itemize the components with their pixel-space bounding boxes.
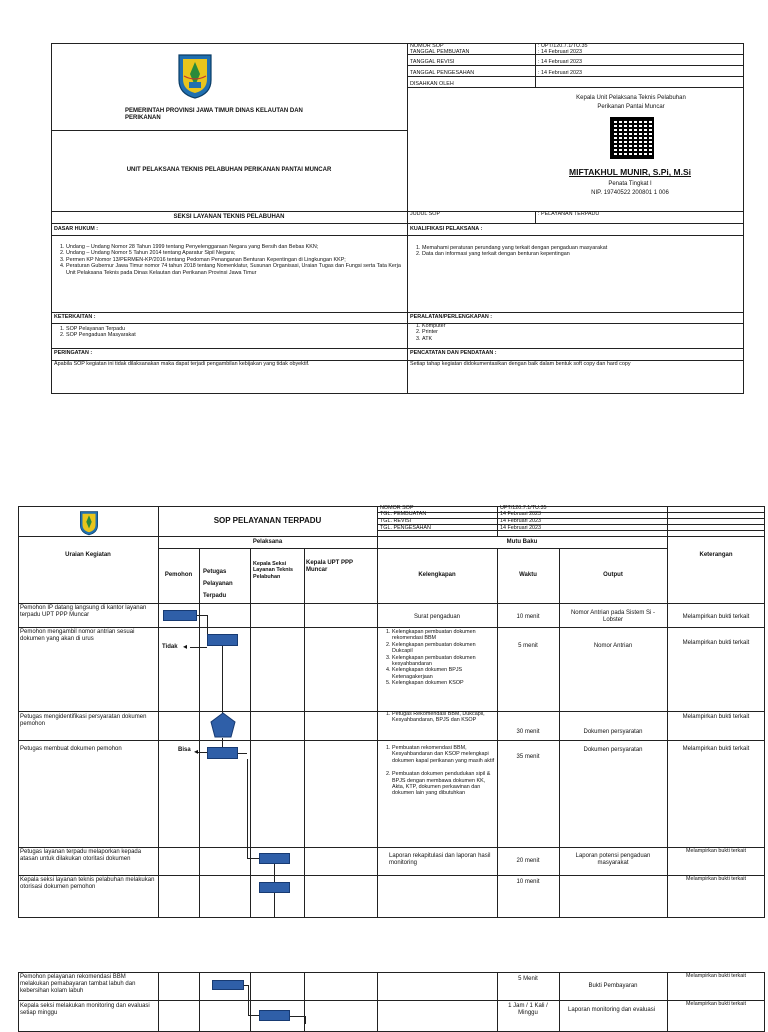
output-cell: Dokumen persyaratan bbox=[583, 747, 643, 753]
list-item: 1. Komputer bbox=[422, 323, 610, 329]
peringatan-label: PERINGATAN : bbox=[54, 350, 93, 356]
meta-label: TGL. PEMBUATAN bbox=[380, 511, 427, 517]
kualifikasi-list bbox=[410, 245, 740, 258]
meta-value: 14 Februari 2023 bbox=[500, 518, 542, 524]
header-kasi: Kepala Seksi Layanan Teknis Pelabuhan bbox=[253, 561, 294, 580]
list-item: 5. Kelengkapan dokumen KSOP bbox=[392, 680, 496, 686]
meta-label: TGL. PENGESAHAN bbox=[380, 525, 431, 531]
flow-label-tidak: Tidak bbox=[162, 644, 178, 650]
keterangan-cell: Melampirkan bukti terkait bbox=[682, 614, 750, 620]
list-item: 1. Pembuatan rekomendasi BBM, Kesyahbandaran dan KSOP melengkapi dokumen kapal perikanan yang masih aktif bbox=[392, 745, 496, 764]
list-item: 2. SOP Pengaduan Masyarakat bbox=[66, 332, 394, 338]
uraian-cell: Kepala seksi melakukan monitoring dan evaluasi setiap minggu bbox=[20, 1003, 150, 1017]
arrow-left-icon: ◂ bbox=[183, 642, 188, 651]
flow-process-box bbox=[207, 747, 238, 759]
uraian-cell: Pemohon mengambil nomor antrian sesuai dokumen yang akan di urus bbox=[20, 629, 135, 643]
section-title: SEKSI LAYANAN TEKNIS PELABUHAN bbox=[173, 214, 285, 220]
waktu-cell: 35 menit bbox=[516, 754, 540, 760]
keterkaitan-label: KETERKAITAN : bbox=[54, 314, 96, 320]
header-output: Output bbox=[603, 572, 623, 578]
header-uraian: Uraian Kegiatan bbox=[65, 552, 111, 558]
kelengkapan-list bbox=[380, 629, 496, 687]
list-item: 1. Undang – Undang Nomor 28 Tahun 1999 tentang Penyelenggaraan Negara yang Bersih dan Bebas KKN; bbox=[66, 244, 404, 250]
keterangan-cell: Melampirkan bukti terkait bbox=[686, 848, 746, 854]
list-item: 2. Data dan informasi yang terkait dengan benturan kepentingan bbox=[422, 251, 740, 257]
kelengkapan-cell: Laporan rekapitulasi dan laporan hasil monitoring bbox=[389, 853, 491, 867]
meta-label: TANGGAL REVISI bbox=[410, 59, 455, 65]
waktu-cell: 5 menit bbox=[518, 643, 538, 649]
keterangan-cell: Melampirkan bukti terkait bbox=[686, 1001, 746, 1007]
output-cell: Bukti Pembayaran bbox=[588, 983, 638, 989]
pencatatan-text: Setiap tahap kegiatan didokumentasikan dengan baik dalam bentuk soft copy dan hard copy bbox=[410, 361, 631, 367]
waktu-cell: 10 menit bbox=[516, 614, 540, 620]
uraian-cell: Petugas membuat dokumen pemohon bbox=[20, 746, 122, 752]
uraian-cell: Pemohon pelayanan rekomendasi BBM melakukan pemabayaran tambat labuh dan kebersihan kolam labuh bbox=[20, 974, 136, 995]
flow-process-box bbox=[212, 980, 244, 990]
list-item: 2. Kelengkapan pembuatan dokumen Dukcapil bbox=[392, 642, 496, 655]
peringatan-text: Apabila SOP kegiatan ini tidak dilaksanakan maka dapat terjadi pengambilan kebijakan yang tidak obyektif. bbox=[54, 361, 310, 367]
list-item: 2. Printer bbox=[422, 329, 610, 335]
list-item: 3. Permen KP Nomor 13/PERMEN-KP/2016 tentang Pedoman Penanganan Benturan Kepentingan di Lingkungan KKP; bbox=[66, 257, 404, 263]
signer-nip: NIP. 19740522 200801 1 006 bbox=[591, 190, 669, 196]
output-cell: Nomor Antrian pada Sistem Si - Lobster bbox=[570, 610, 656, 624]
header-mutu-baku: Mutu Baku bbox=[506, 539, 538, 545]
peralatan-list bbox=[410, 323, 610, 342]
meta-label: TGL. REVISI bbox=[380, 518, 412, 524]
list-item: 4. Peraturan Gubernur Jawa Timur nomor 74 tahun 2018 tentang Nomenklatur, Susunan Organisasi, Uraian Tugas dan Fungsi serta Tata Kerja Unit Pelaksana Teknis pada Dinas Kelautan dan Perikanan Provinsi Jawa Timur bbox=[66, 263, 404, 276]
meta-value: : UPT/120.7.1/TU.35 bbox=[538, 43, 588, 49]
list-item: 2. Pembuatan dokumen pendudukan sipil & BPJS dengan membawa dokumen KK, Akta, KTP, dokumen perkawinan dan dokumen lain yang dibutuhkan bbox=[392, 771, 496, 797]
jatim-emblem-icon bbox=[78, 510, 100, 536]
gov-title: PEMERINTAH PROVINSI JAWA TIMUR DINAS KELAUTAN DAN PERIKANAN bbox=[125, 108, 303, 122]
list-item: 2. Undang – Undang Nomor 5 Tahun 2014 tentang Aparatur Sipil Negara; bbox=[66, 250, 404, 256]
header-kepala-upt: Kepala UPT PPP Muncar bbox=[306, 560, 353, 574]
kelengkapan-list bbox=[380, 711, 496, 724]
kualifikasi-label: KUALIFIKASI PELAKSANA : bbox=[410, 226, 483, 232]
list-item: 1. Kelengkapan pembuatan dokumen rekomendasi BBM bbox=[392, 629, 496, 642]
header-pemohon: Pemohon bbox=[164, 572, 193, 578]
kelengkapan-list bbox=[380, 745, 496, 797]
uraian-cell: Petugas layanan terpadu melaporkan kepada atasan untuk dilakukan otoritasi dokumen bbox=[20, 849, 142, 863]
flow-process-box bbox=[207, 634, 238, 646]
header-petugas: Petugas Pelayanan Terpadu bbox=[203, 569, 233, 599]
peralatan-label: PERALATAN/PERLENGKAPAN : bbox=[410, 314, 493, 320]
output-cell: Laporan potensi pengaduan masyarakat bbox=[575, 853, 651, 867]
flow-process-box bbox=[259, 882, 290, 893]
dasar-hukum-list bbox=[54, 244, 404, 276]
judul-label: JUDUL SOP bbox=[410, 211, 441, 217]
waktu-cell: 1 Jam / 1 Kali / Minggu bbox=[508, 1003, 548, 1017]
list-item: 1. Memahami peraturan perundang yang terkait dengan pengaduan masyarakat bbox=[422, 245, 740, 251]
qr-code-icon bbox=[610, 117, 654, 159]
list-item: 4. Kelengkapan dokumen BPJS Ketenagakerjaan bbox=[392, 667, 496, 680]
waktu-cell: 30 menit bbox=[516, 729, 540, 735]
keterangan-cell: Melampirkan bukti terkait bbox=[682, 746, 750, 752]
pencatatan-label: PENCATATAN DAN PENDATAAN : bbox=[410, 350, 497, 356]
uraian-cell: Petugas mengidentifikasi persyaratan dokumen pemohon bbox=[20, 714, 147, 728]
list-item: 3. Kelengkapan pembuatan dokumen kesyahbandaran bbox=[392, 655, 496, 668]
signer-position: Kepala Unit Pelaksana Teknis Pelabuhan Perikanan Pantai Muncar bbox=[576, 95, 686, 110]
header-keterangan: Keterangan bbox=[699, 552, 733, 558]
jatim-emblem-icon bbox=[175, 52, 215, 100]
output-cell: Dokumen persyaratan bbox=[583, 729, 643, 735]
keterangan-cell: Melampirkan bukti terkait bbox=[686, 973, 746, 979]
uraian-cell: Pemohon IP datang langsung di kantor layanan terpadu UPT PPP Muncar bbox=[20, 605, 147, 619]
unit-title: UNIT PELAKSANA TEKNIS PELABUHAN PERIKANAN PANTAI MUNCAR bbox=[126, 167, 332, 173]
keterkaitan-list bbox=[54, 326, 394, 339]
meta-label: TANGGAL PEMBUATAN bbox=[410, 49, 470, 55]
flow-process-box bbox=[259, 1010, 290, 1021]
signer-name: MIFTAKHUL MUNIR, S.Pi, M.Si bbox=[569, 167, 691, 177]
meta-label: NOMOR SOP bbox=[380, 505, 414, 511]
waktu-cell: 10 menit bbox=[516, 879, 540, 885]
flow-label-bisa: Bisa bbox=[178, 747, 191, 753]
judul-value: : PELAYANAN TERPADU bbox=[538, 211, 600, 217]
flow-decision-pentagon bbox=[210, 712, 236, 738]
disahkan-label: DISAHKAN OLEH bbox=[410, 81, 454, 87]
dasar-hukum-label: DASAR HUKUM : bbox=[54, 226, 99, 232]
meta-value: : 14 Februari 2023 bbox=[538, 70, 583, 76]
flowchart-title: SOP PELAYANAN TERPADU bbox=[213, 516, 322, 525]
uraian-cell: Kepala seksi layanan teknis pelabuhan melakukan otorisasi dokumen pemohon bbox=[20, 877, 155, 891]
arrow-left-icon: ◂ bbox=[194, 747, 199, 756]
list-item: 3. ATK bbox=[422, 336, 610, 342]
header-waktu: Waktu bbox=[519, 572, 537, 578]
output-cell: Nomor Antrian bbox=[593, 643, 633, 649]
flow-process-box bbox=[259, 853, 290, 864]
keterangan-cell: Melampirkan bukti terkait bbox=[682, 640, 750, 646]
waktu-cell: 20 menit bbox=[516, 858, 540, 864]
kelengkapan-cell: Surat pengaduan bbox=[413, 614, 461, 620]
signer-rank: Penata Tingkat I bbox=[608, 181, 652, 187]
meta-label: TANGGAL PENGESAHAN bbox=[410, 70, 475, 76]
meta-value: UPT/120.7.1/TU.35 bbox=[500, 505, 547, 511]
keterangan-cell: Melampirkan bukti terkait bbox=[682, 714, 750, 720]
keterangan-cell: Melampirkan bukti terkait bbox=[686, 876, 746, 882]
meta-value: 14 Februari 2023 bbox=[500, 511, 542, 517]
list-item: 1. Petugas Rekomendasi BBM, Dukcapil, Kesyahbandaran, BPJS dan KSOP bbox=[392, 711, 496, 724]
header-kelengkapan: Kelengkapan bbox=[418, 572, 456, 578]
meta-label: NOMOR SOP bbox=[410, 43, 444, 49]
output-cell: Laporan monitoring dan evaluasi bbox=[568, 1007, 656, 1013]
meta-value: : 14 Februari 2023 bbox=[538, 49, 583, 55]
meta-value: : 14 Februari 2023 bbox=[538, 59, 583, 65]
list-item: 1. SOP Pelayanan Terpadu bbox=[66, 326, 394, 332]
header-pelaksana: Pelaksana bbox=[252, 539, 283, 545]
meta-value: 14 Februari 2023 bbox=[500, 525, 542, 531]
waktu-cell: 5 Menit bbox=[518, 976, 538, 982]
flow-process-box bbox=[163, 610, 197, 621]
